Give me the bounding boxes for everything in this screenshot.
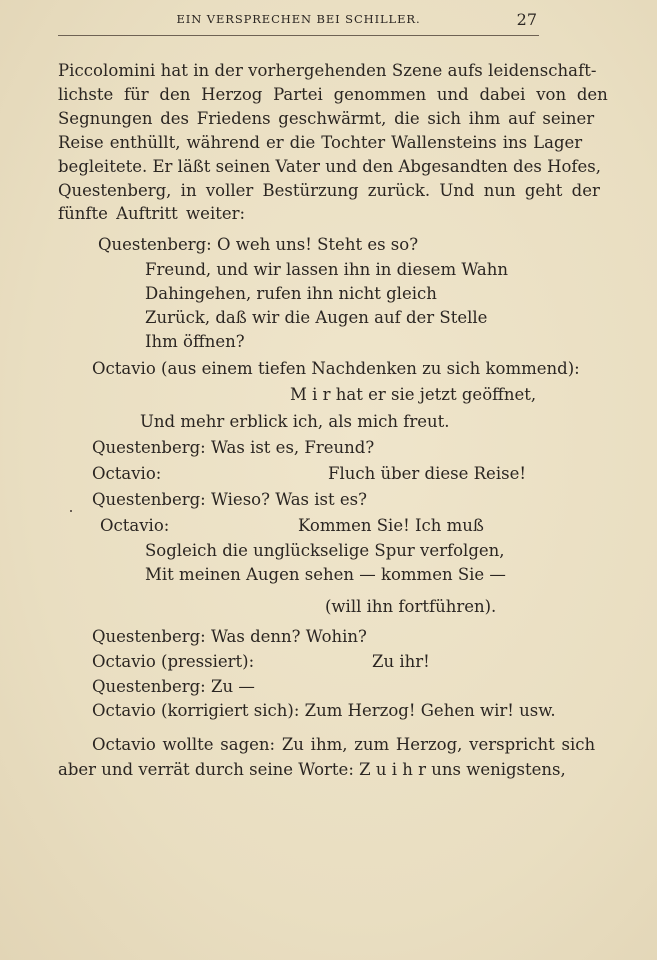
speaker-label: Octavio:: [100, 516, 170, 535]
speaker-label: Octavio (pressiert):: [92, 652, 255, 671]
text-line: fünfte Auftritt weiter:: [58, 204, 246, 223]
verse-line: Kommen Sie! Ich muß: [298, 516, 484, 535]
verse-line: M i r hat er sie jetzt geöffnet,: [290, 385, 537, 404]
verse-line: Zu ihr!: [372, 652, 430, 671]
verse-line: Octavio (korrigiert sich): Zum Herzog! Gehen wir! usw.: [92, 701, 556, 720]
verse-line: Questenberg: Wieso? Was ist es?: [92, 490, 367, 509]
text-line: begleitete. Er läßt seinen Vater und den Abgesandten des Hofes,: [58, 157, 601, 176]
verse-line: Ihm öffnen?: [145, 332, 245, 351]
text-line: lichste für den Herzog Partei genommen und dabei von den: [58, 85, 608, 104]
page-number: 27: [516, 10, 537, 29]
verse-line: Fluch über diese Reise!: [328, 464, 526, 483]
verse-line: Dahingehen, rufen ihn nicht gleich: [145, 284, 437, 303]
verse-line: Zurück, daß wir die Augen auf der Stelle: [145, 308, 488, 327]
verse-line: Questenberg: Zu —: [92, 677, 255, 696]
verse-line: Octavio (aus einem tiefen Nachdenken zu sich kommend):: [92, 359, 580, 378]
stage-direction: (will ihn fortführen).: [325, 597, 497, 616]
running-title: EIN VERSPRECHEN BEI SCHILLER.: [176, 12, 421, 26]
verse-line: Mit meinen Augen sehen — kommen Sie —: [145, 565, 506, 584]
text-line: Piccolomini hat in der vorhergehenden Szene aufs leidenschaft-: [58, 61, 597, 80]
header-rule: [58, 35, 539, 36]
speaker-label: Octavio:: [92, 464, 162, 483]
text-line: aber und verrät durch seine Worte: Z u i h r uns wenigstens,: [58, 760, 566, 779]
verse-line: Und mehr erblick ich, als mich freut.: [140, 412, 450, 431]
verse-line: Questenberg: O weh uns! Steht es so?: [98, 235, 419, 254]
verse-line: Questenberg: Was ist es, Freund?: [92, 438, 375, 457]
text-line: Reise enthüllt, während er die Tochter Wallensteins ins Lager: [58, 133, 583, 152]
verse-line: Freund, und wir lassen ihn in diesem Wahn: [145, 260, 508, 279]
print-speck: [70, 510, 72, 512]
verse-line: Sogleich die unglückselige Spur verfolgen,: [145, 541, 505, 560]
text-line: Octavio wollte sagen: Zu ihm, zum Herzog, verspricht sich: [92, 735, 596, 754]
text-line: Segnungen des Friedens geschwärmt, die sich ihm auf seiner: [58, 109, 595, 128]
text-line: Questenberg, in voller Bestürzung zurück. Und nun geht der: [58, 181, 600, 200]
verse-line: Questenberg: Was denn? Wohin?: [92, 627, 367, 646]
